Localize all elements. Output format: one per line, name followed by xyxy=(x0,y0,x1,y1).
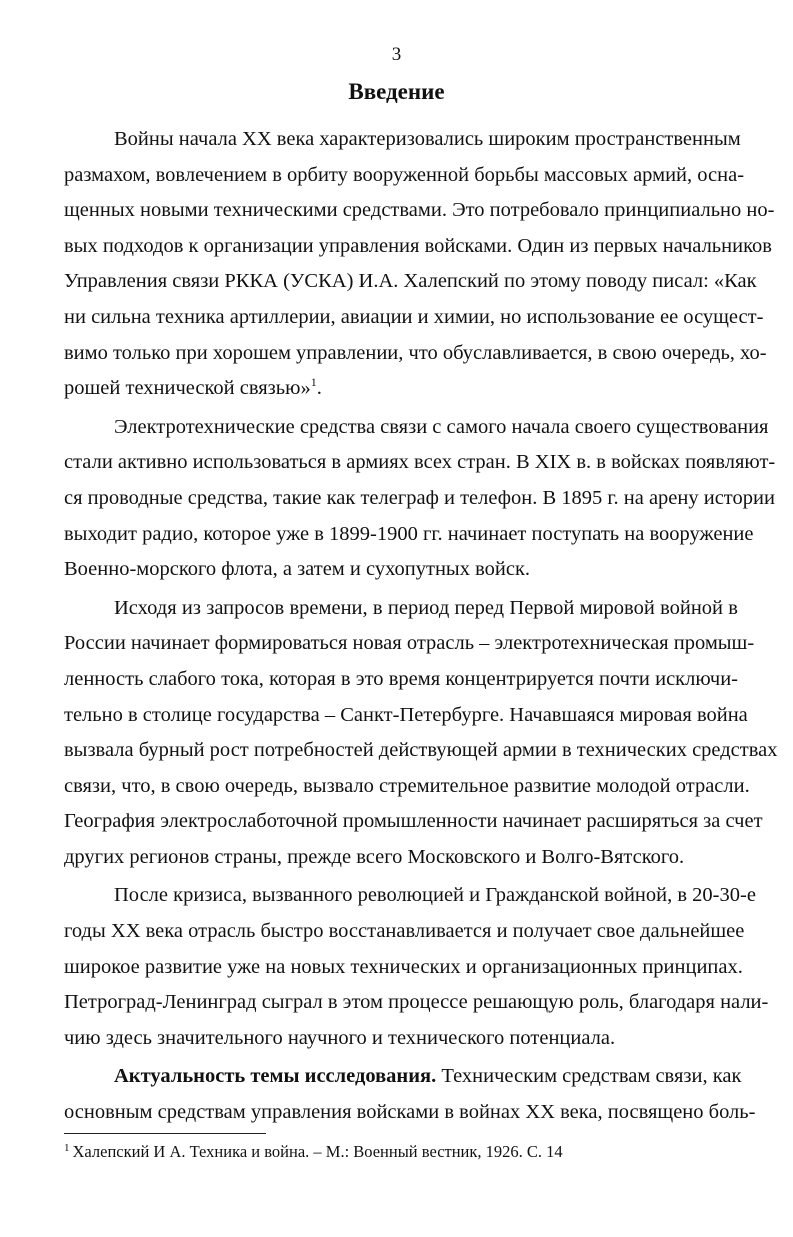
text-line: ся проводные средства, такие как телеграф и телефон. В 1895 г. на арену истории xyxy=(64,486,775,509)
text-line: вых подходов к организации управления войсками. Один из первых начальников xyxy=(64,234,772,257)
section-heading: Введение xyxy=(348,79,445,104)
footnote xyxy=(64,1141,738,1163)
text-line: рошей технической связью»$^1$. xyxy=(64,375,322,400)
text-fragment: Техническим средствам связи, как xyxy=(436,1065,742,1088)
text-line: Электротехнические средства связи с самого начала своего существования xyxy=(114,415,769,438)
text-line: широкое развитие уже на новых технических и организационных принципах. xyxy=(64,955,743,978)
text-line: Войны начала XX века характеризовались широким пространственным xyxy=(114,128,741,150)
text-line: тельно в столице государства – Санкт-Петербурге. Начавшаяся мировая война xyxy=(64,703,748,726)
paragraph xyxy=(64,1059,756,1130)
footnote-reference[interactable]: 1 xyxy=(310,375,317,390)
text-line: ленность слабого тока, которая в это время концентрируется почти исключи- xyxy=(64,667,738,690)
text-line: Управления связи РККА (УСКА) И.А. Халепский по этому поводу писал: «Как xyxy=(64,270,757,293)
body-text xyxy=(64,122,778,1134)
text-line: щенных новыми техническими средствами. Это потребовало принципиально но- xyxy=(64,199,775,222)
text-line xyxy=(64,1059,742,1095)
paragraph xyxy=(64,591,778,876)
text-line: основным средствам управления войсками в войнах XX века, посвящено боль- xyxy=(64,1101,756,1124)
paragraph xyxy=(64,122,775,407)
footnote-mark: 1 xyxy=(64,1141,70,1154)
paragraph xyxy=(64,878,769,1056)
text-line: вызвала бурный рост потребностей действующей армии в технических средствах xyxy=(64,739,778,762)
text-line: После кризиса, вызванного революцией и Гражданской войной, в 20-30-е xyxy=(114,884,756,907)
text-line: ни сильна техника артиллерии, авиации и химии, но использование ее осущест- xyxy=(64,305,764,328)
bold-lead-in: Актуальность темы исследования. xyxy=(114,1065,437,1088)
text-line: Петроград-Ленинград сыграл в этом процессе решающую роль, благодаря нали- xyxy=(64,991,769,1014)
text-line: других регионов страны, прежде всего Московского и Волго-Вятского. xyxy=(64,845,685,868)
text-line: чию здесь значительного научного и технического потенциала. xyxy=(64,1026,616,1049)
footnote-text: Халепский И А. Техника и война. – М.: Военный вестник, 1926. С. 14 xyxy=(72,1142,563,1161)
text-line: выходит радио, которое уже в 1899-1900 гг. начинает поступать на вооружение xyxy=(64,522,754,545)
text-line: России начинает формироваться новая отрасль – электротехническая промыш- xyxy=(64,632,755,655)
paragraph xyxy=(64,410,776,588)
text-line: годы XX века отрасль быстро восстанавливается и получает свое дальнейшее xyxy=(64,920,745,943)
page-number: 3 xyxy=(391,44,402,65)
text-line: стали активно использоваться в армиях всех стран. В XIX в. в войсках появляют- xyxy=(64,451,776,474)
text-line: размахом, вовлечением в орбиту вооруженной борьбы массовых армий, осна- xyxy=(64,163,745,186)
text-line: связи, что, в свою очередь, вызвало стремительное развитие молодой отрасли. xyxy=(64,774,750,797)
text-fragment: рошей технической связью» xyxy=(64,377,311,400)
text-line: вимо только при хорошем управлении, что обуславливается, в свою очередь, хо- xyxy=(64,341,767,364)
text-line: Исходя из запросов времени, в период перед Первой мировой войной в xyxy=(114,596,738,619)
text-line: География электрослаботочной промышленности начинает расширяться за счет xyxy=(64,810,763,833)
footnote-divider xyxy=(64,1133,266,1134)
text-line: Военно-морского флота, а затем и сухопутных войск. xyxy=(64,558,531,581)
